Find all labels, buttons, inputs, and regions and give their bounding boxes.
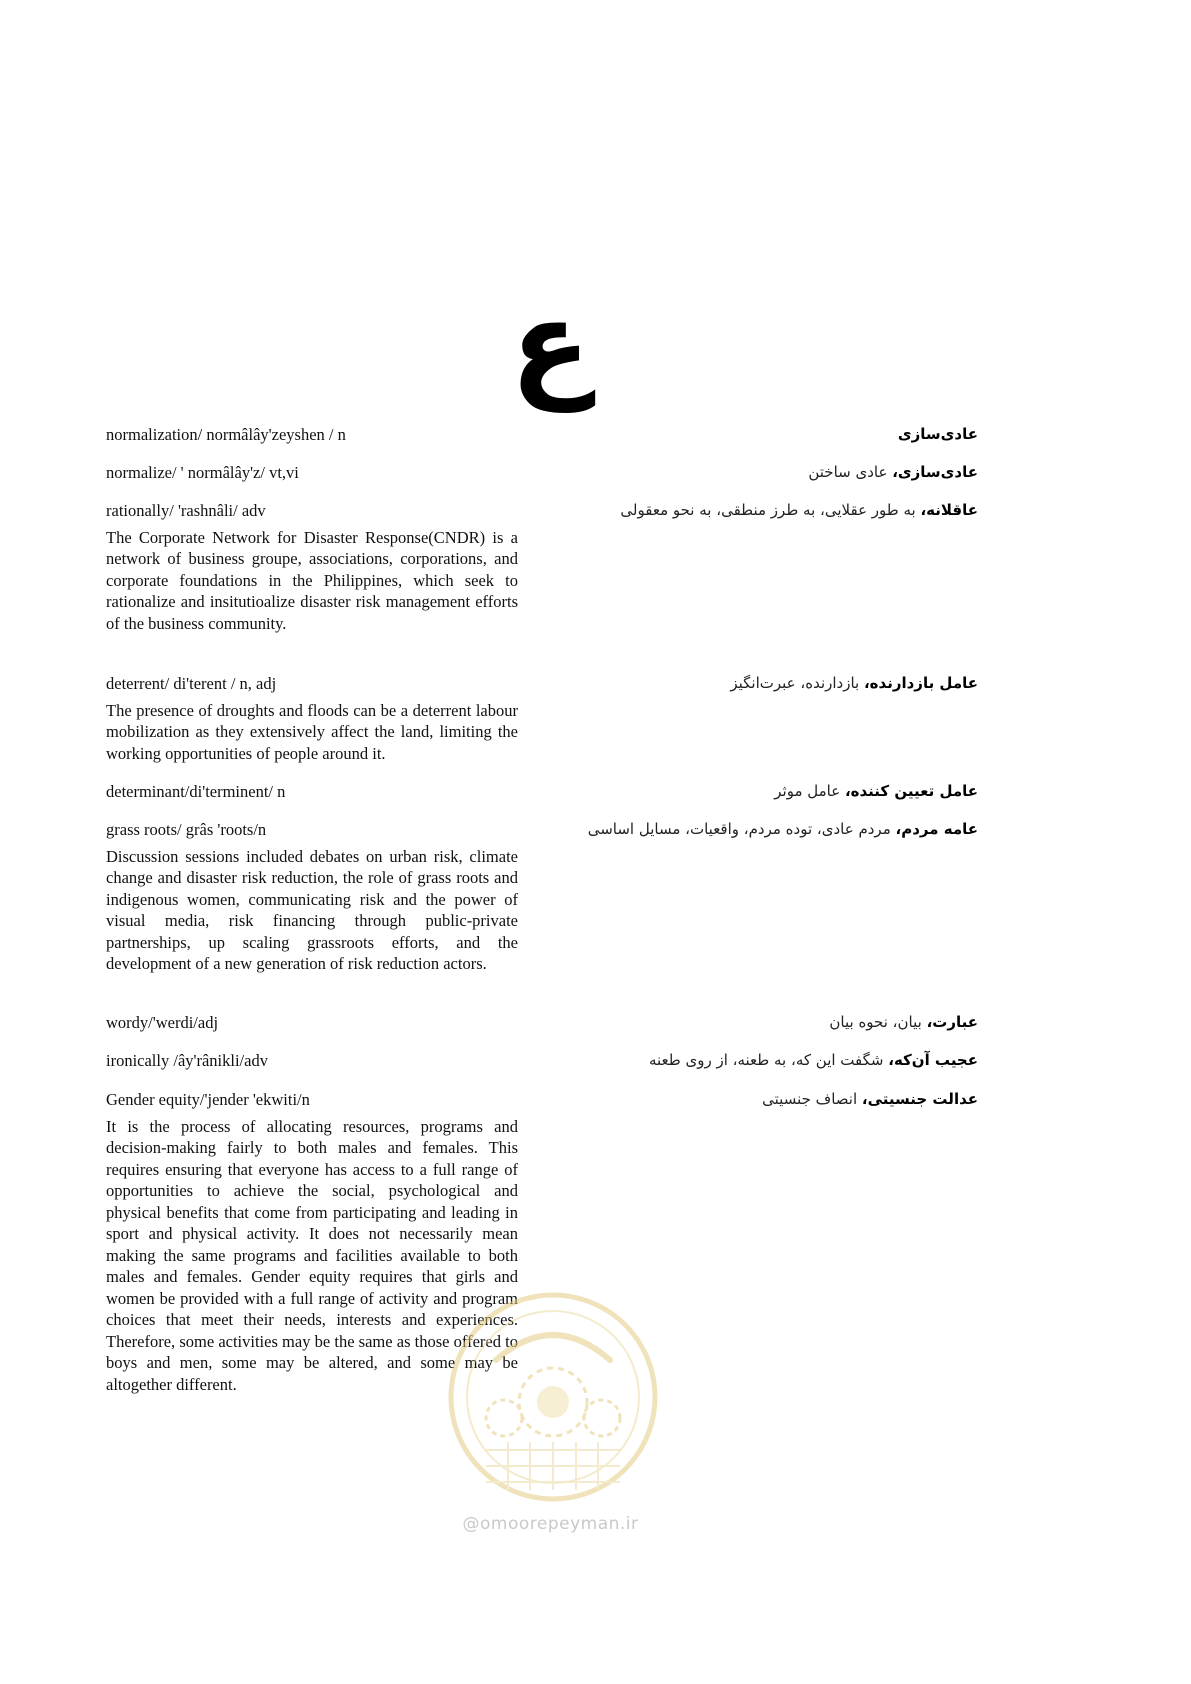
entry-persian: [558, 673, 978, 695]
entry-english: [106, 673, 518, 764]
entry-headword: deterrent/ di'terent / n, adj: [106, 674, 277, 693]
persian-term: عادی‌سازی: [897, 425, 978, 443]
persian-gloss: به طور عقلایی، به طرز منطقی، به نحو معقولی: [620, 501, 921, 519]
persian-gloss: انصاف جنسیتی: [762, 1090, 862, 1108]
persian-term: عامل تعیین کننده،: [844, 782, 978, 800]
entry-english: [106, 1012, 518, 1034]
persian-gloss: مردم عادی، توده مردم، واقعیات، مسایل اساسی: [587, 820, 896, 838]
persian-term: عدالت جنسیتی،: [861, 1090, 978, 1108]
entry-persian: [558, 424, 978, 446]
persian-gloss: شگفت این که، به طعنه، از روی طعنه: [648, 1051, 889, 1069]
entry-persian: [558, 462, 978, 484]
persian-term: عامل بازدارنده،: [863, 674, 978, 692]
entry-persian: [558, 1050, 978, 1072]
persian-term: عبارت،: [926, 1013, 978, 1031]
entry-headword: grass roots/ grâs 'roots/n: [106, 820, 267, 839]
entry-definition: It is the process of allocating resources, programs and decision-making fairly to both males and females. This requires ensuring that everyone has access to a full range of opportunities to achieve the social, psychological and physical benefits that come from participating and leading in sport and physical activity. It does not necessarily mean making the same programs and facilities available to both males and females. Gender equity requires that girls and women be provided with a full range of activity and program choices that meet their needs, interests and experiences. Therefore, some activities may be the same as those offered to boys and men, some may be altered, and some may be altogether different.: [106, 1116, 518, 1394]
entry-headword: ironically /ây'rânikli/adv: [106, 1051, 268, 1070]
persian-term: عجیب آن‌که،: [888, 1051, 978, 1069]
entry-english: [106, 819, 518, 975]
entry-persian: [558, 781, 978, 803]
entry-english: [106, 781, 518, 803]
entry-english: [106, 424, 518, 446]
persian-gloss: بازدارنده، عبرت‌انگیز: [730, 674, 864, 692]
entry-persian: [558, 819, 978, 841]
entry-english: [106, 1050, 518, 1072]
entry-headword: determinant/di'terminent/ n: [106, 782, 286, 801]
entry-headword: wordy/'werdi/adj: [106, 1013, 219, 1032]
entry-english: [106, 462, 518, 484]
entry-definition: The Corporate Network for Disaster Response(CNDR) is a network of business groupe, associations, corporations, and corporate foundations in the Philippines, which seek to rationalize and insitutioalize disaster risk management efforts of the business community.: [106, 527, 518, 633]
entry-persian: [558, 1089, 978, 1111]
entry-headword: normalize/ ' normâlây'z/ vt,vi: [106, 463, 299, 482]
entry-headword: Gender equity/'jender 'ekwiti/n: [106, 1090, 310, 1109]
watermark-url: @omoorepeyman.ir: [462, 1514, 639, 1534]
entry-english: [106, 500, 518, 634]
persian-gloss: بیان، نحوه بیان: [829, 1013, 927, 1031]
persian-gloss: عادی ساختن: [808, 463, 893, 481]
entry-persian: [558, 1012, 978, 1034]
entry-definition: The presence of droughts and floods can be a deterrent labour mobilization as they extensively affect the land, limiting the working opportunities of people around it.: [106, 700, 518, 763]
persian-term: عادی‌سازی،: [892, 463, 978, 481]
entry-headword: rationally/ 'rashnâli/ adv: [106, 501, 266, 520]
entry-definition: Discussion sessions included debates on urban risk, climate change and disaster risk reduction, the role of grass roots and indigenous women, communicating risk and the power of visual media, risk financing through public-private partnerships, up scaling grassroots efforts, and the development of a new generation of risk reduction actors.: [106, 846, 518, 973]
watermark-seal: [446, 1290, 660, 1504]
entry-persian: [558, 500, 978, 522]
entry-headword: normalization/ normâlây'zeyshen / n: [106, 425, 346, 444]
section-letter: ع: [510, 274, 591, 412]
persian-gloss: عامل موثر: [774, 782, 845, 800]
persian-term: عاقلانه،: [920, 501, 978, 519]
persian-term: عامه مردم،: [895, 820, 978, 838]
